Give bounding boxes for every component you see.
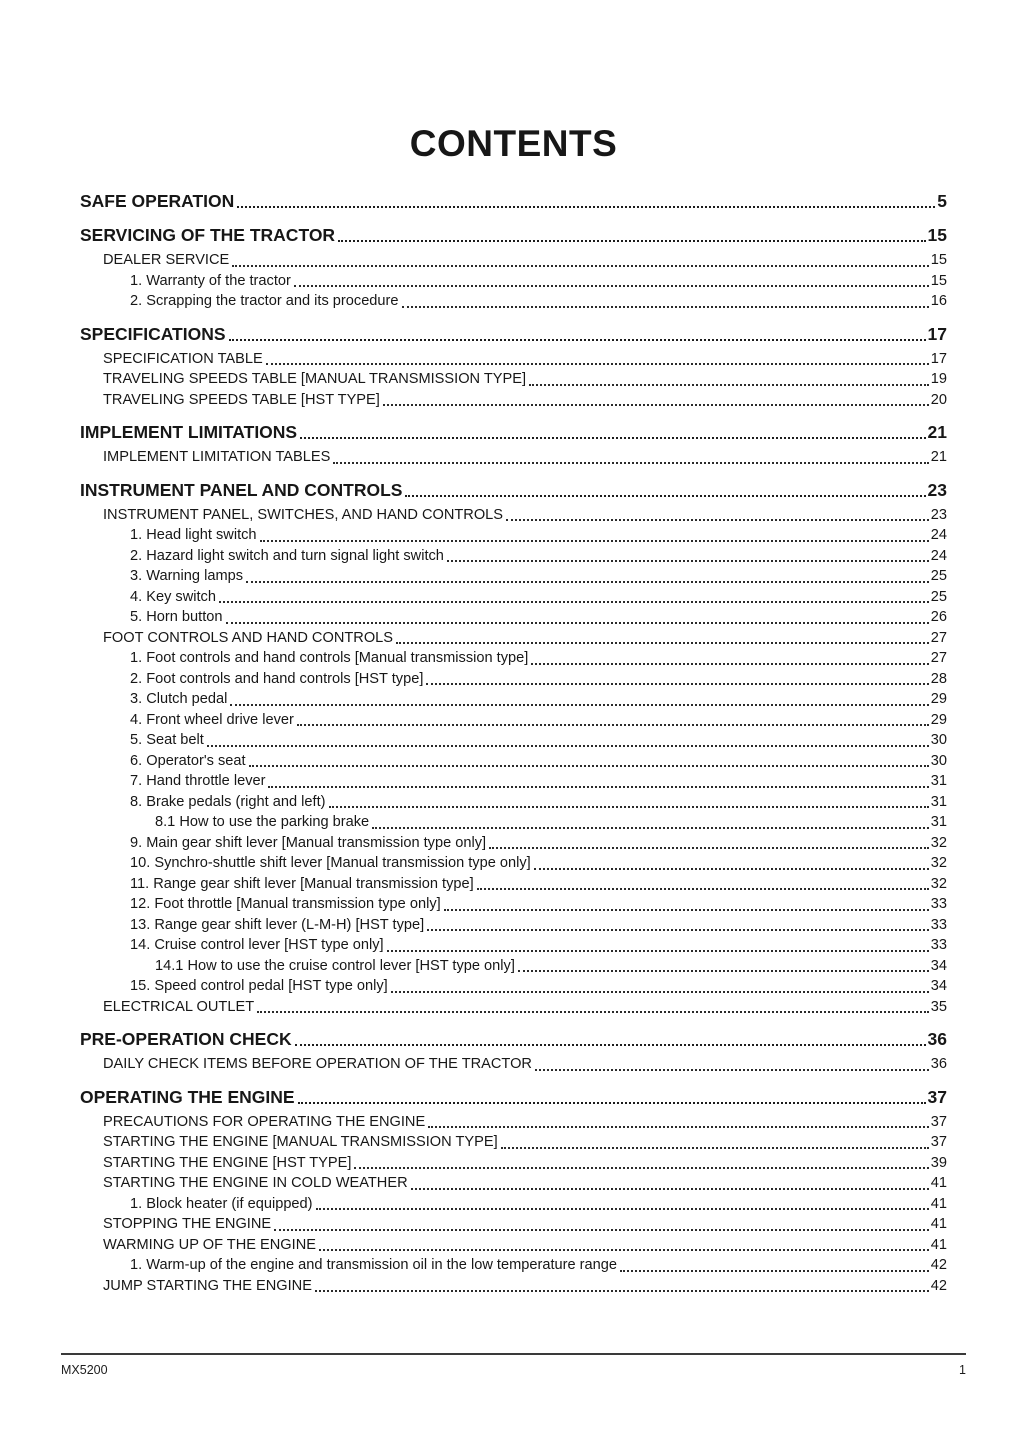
leader-dots (387, 950, 929, 952)
footer-model: MX5200 (61, 1363, 108, 1377)
toc-entry-page: 20 (930, 391, 947, 408)
leader-dots (396, 642, 929, 644)
toc-entry (80, 525, 947, 546)
toc-entry-label: SAFE OPERATION (80, 191, 235, 211)
toc-entry-page: 27 (930, 650, 947, 666)
leader-dots (294, 285, 929, 287)
toc-entry (80, 730, 947, 751)
leader-dots (447, 560, 929, 562)
toc-entry-label: 2. Hazard light switch and turn signal light switch (130, 547, 444, 564)
toc-entry (80, 1112, 947, 1133)
toc-entry-label: STOPPING THE ENGINE (103, 1216, 272, 1232)
toc-entry-page: 34 (930, 978, 947, 994)
toc-entry-label: 4. Key switch (130, 588, 216, 605)
toc-entry (80, 1132, 947, 1153)
toc-entry (80, 271, 947, 292)
toc-entry-page: 31 (930, 793, 947, 810)
toc-entry (80, 566, 947, 587)
toc-entry-page: 16 (930, 293, 947, 309)
leader-dots (411, 1188, 929, 1190)
toc-entry-label: 10. Synchro-shuttle shift lever [Manual transmission type only] (130, 855, 531, 871)
toc-entry-page: 41 (930, 1216, 947, 1232)
leader-dots (300, 437, 925, 439)
toc-entry-label: SPECIFICATIONS (80, 323, 226, 344)
toc-entry-page: 29 (930, 711, 947, 728)
toc-entry (80, 250, 947, 271)
toc-entry-label: 7. Hand throttle lever (130, 773, 266, 789)
toc-entry-label: PRE-OPERATION CHECK (80, 1029, 292, 1049)
toc-entry-label: 1. Block heater (if equipped) (130, 1195, 313, 1212)
toc-entry-label: SPECIFICATION TABLE (103, 350, 263, 367)
toc-entry-page: 21 (927, 422, 947, 442)
toc-entry (80, 546, 947, 567)
toc-entry-label: 11. Range gear shift lever [Manual transmission type] (130, 875, 474, 892)
toc-entry (80, 648, 947, 669)
leader-dots (268, 786, 928, 788)
toc-entry-page: 25 (930, 588, 947, 605)
toc-entry-label: 1. Head light switch (130, 527, 257, 543)
toc-entry-label: SERVICING OF THE TRACTOR (80, 225, 336, 245)
toc-entry (80, 956, 947, 977)
leader-dots (501, 1147, 929, 1149)
toc-entry-label: ELECTRICAL OUTLET (103, 998, 255, 1015)
toc-entry (80, 390, 947, 411)
toc-entry-label: 12. Foot throttle [Manual transmission type only] (130, 896, 441, 912)
toc-entry-label: 1. Warm-up of the engine and transmission oil in the low temperature range (130, 1257, 617, 1273)
toc-entry-page: 32 (930, 875, 947, 892)
leader-dots (428, 1126, 929, 1128)
toc-entry (80, 1214, 947, 1235)
toc-entry (80, 291, 947, 312)
toc-entry-page: 17 (930, 350, 947, 367)
toc-entry (80, 322, 947, 346)
toc-entry-page: 39 (930, 1154, 947, 1171)
page-footer (61, 1353, 966, 1377)
toc-entry-label: IMPLEMENT LIMITATION TABLES (103, 449, 331, 465)
leader-dots (237, 206, 935, 208)
leader-dots (620, 1270, 929, 1272)
toc-entry-page: 37 (927, 1086, 947, 1107)
toc-entry (80, 751, 947, 772)
leader-dots (518, 970, 929, 972)
toc-entry (80, 1235, 947, 1256)
footer-page-number: 1 (959, 1363, 966, 1377)
toc-entry-label: STARTING THE ENGINE IN COLD WEATHER (103, 1175, 408, 1191)
leader-dots (405, 495, 925, 497)
toc-entry (80, 1085, 947, 1109)
toc-entry (80, 976, 947, 997)
toc-entry-page: 24 (930, 527, 947, 543)
leader-dots (383, 404, 929, 406)
toc-entry-label: DAILY CHECK ITEMS BEFORE OPERATION OF THE TRACTOR (103, 1056, 532, 1072)
toc-entry (80, 1255, 947, 1276)
toc-entry (80, 607, 947, 628)
toc-entry (80, 420, 947, 444)
toc-entry-page: 23 (927, 479, 947, 500)
leader-dots (226, 622, 929, 624)
toc-entry (80, 505, 947, 526)
toc-entry-label: 14. Cruise control lever [HST type only] (130, 937, 384, 953)
toc-entry-label: 15. Speed control pedal [HST type only] (130, 978, 388, 994)
toc-entry (80, 915, 947, 936)
leader-dots (298, 1102, 926, 1104)
toc-entry-page: 42 (930, 1257, 947, 1273)
toc-entry-page: 29 (930, 691, 947, 707)
toc-entry-page: 36 (927, 1029, 947, 1049)
toc-entry-page: 35 (930, 998, 947, 1015)
leader-dots (249, 765, 929, 767)
toc-entry-label: 13. Range gear shift lever (L-M-H) [HST type] (130, 916, 425, 933)
toc-entry-label: WARMING UP OF THE ENGINE (103, 1236, 316, 1253)
toc-entry-page: 37 (930, 1113, 947, 1130)
toc-entry (80, 369, 947, 390)
toc-entry-page: 33 (930, 896, 947, 912)
leader-dots (531, 663, 928, 665)
toc-entry-label: 14.1 How to use the cruise control lever [HST type only] (155, 957, 515, 974)
toc-list (80, 189, 947, 1296)
leader-dots (534, 868, 929, 870)
toc-entry-label: INSTRUMENT PANEL AND CONTROLS (80, 479, 403, 500)
leader-dots (266, 363, 929, 365)
toc-entry (80, 997, 947, 1018)
leader-dots (229, 339, 926, 341)
leader-dots (529, 384, 929, 386)
toc-entry-label: DEALER SERVICE (103, 252, 230, 268)
toc-entry (80, 1027, 947, 1051)
toc-entry-page: 33 (930, 916, 947, 933)
leader-dots (219, 601, 929, 603)
toc-entry-page: 25 (930, 568, 947, 584)
toc-entry-label: 1. Warranty of the tractor (130, 272, 291, 289)
toc-entry-label: OPERATING THE ENGINE (80, 1086, 295, 1107)
toc-entry-page: 41 (930, 1236, 947, 1253)
toc-entry-label: INSTRUMENT PANEL, SWITCHES, AND HAND CONTROLS (103, 506, 504, 523)
toc-entry-page: 32 (930, 855, 947, 871)
toc-entry-label: 1. Foot controls and hand controls [Manual transmission type] (130, 650, 529, 666)
page-title: CONTENTS (409, 123, 618, 164)
toc-entry-page: 5 (937, 191, 947, 211)
toc-entry-page: 32 (930, 834, 947, 851)
leader-dots (372, 827, 929, 829)
toc-entry-label: PRECAUTIONS FOR OPERATING THE ENGINE (103, 1113, 426, 1130)
leader-dots (297, 724, 929, 726)
toc-entry (80, 478, 947, 502)
toc-entry-page: 41 (930, 1175, 947, 1191)
toc-entry-label: STARTING THE ENGINE [MANUAL TRANSMISSION TYPE] (103, 1134, 498, 1150)
toc-entry-page: 24 (930, 547, 947, 564)
leader-dots (354, 1167, 928, 1169)
toc-entry-page: 34 (930, 957, 947, 974)
toc-entry-label: 8.1 How to use the parking brake (155, 814, 370, 830)
toc-entry (80, 812, 947, 833)
toc-entry-label: TRAVELING SPEEDS TABLE [HST TYPE] (103, 391, 380, 408)
toc-entry (80, 223, 947, 247)
leader-dots (391, 991, 929, 993)
toc-entry-page: 19 (930, 371, 947, 387)
toc-entry-label: FOOT CONTROLS AND HAND CONTROLS (103, 629, 394, 646)
toc-entry-page: 41 (930, 1195, 947, 1212)
toc-entry-page: 31 (930, 773, 947, 789)
leader-dots (295, 1044, 926, 1046)
toc-entry-page: 33 (930, 937, 947, 953)
leader-dots (477, 888, 929, 890)
toc-entry-label: 6. Operator's seat (130, 752, 246, 769)
toc-entry-page: 21 (930, 449, 947, 465)
toc-entry-label: STARTING THE ENGINE [HST TYPE] (103, 1154, 352, 1171)
toc-entry-label: 5. Seat belt (130, 732, 204, 748)
leader-dots (257, 1011, 929, 1013)
leader-dots (315, 1290, 929, 1292)
leader-dots (207, 745, 929, 747)
toc-entry-page: 42 (930, 1277, 947, 1294)
toc-entry-label: 5. Horn button (130, 609, 223, 625)
leader-dots (230, 704, 928, 706)
leader-dots (426, 683, 928, 685)
toc-entry (80, 894, 947, 915)
toc-entry (80, 853, 947, 874)
toc-entry (80, 447, 947, 468)
leader-dots (274, 1229, 929, 1231)
toc-entry-label: 3. Clutch pedal (130, 691, 228, 707)
leader-dots (402, 306, 929, 308)
toc-entry (80, 1173, 947, 1194)
toc-entry-page: 15 (930, 272, 947, 289)
leader-dots (427, 929, 929, 931)
toc-entry-page: 31 (930, 814, 947, 830)
toc-entry-label: 2. Scrapping the tractor and its procedure (130, 293, 399, 309)
leader-dots (316, 1208, 929, 1210)
toc-entry-page: 17 (927, 323, 947, 344)
leader-dots (333, 462, 928, 464)
toc-entry-label: IMPLEMENT LIMITATIONS (80, 422, 298, 442)
toc-entry (80, 935, 947, 956)
toc-entry (80, 587, 947, 608)
toc-entry (80, 1153, 947, 1174)
toc-entry-page: 27 (930, 629, 947, 646)
toc-entry (80, 1276, 947, 1297)
leader-dots (338, 240, 925, 242)
toc-entry-page: 26 (930, 609, 947, 625)
toc-entry-page: 15 (927, 225, 947, 245)
toc-entry-label: 3. Warning lamps (130, 568, 244, 584)
toc-entry (80, 628, 947, 649)
toc-entry-label: TRAVELING SPEEDS TABLE [MANUAL TRANSMISSION TYPE] (103, 371, 527, 387)
toc-entry (80, 189, 947, 213)
toc-entry-page: 23 (930, 506, 947, 523)
toc-entry (80, 833, 947, 854)
toc-entry (80, 1054, 947, 1075)
toc-entry (80, 689, 947, 710)
leader-dots (246, 581, 929, 583)
toc-entry-page: 30 (930, 752, 947, 769)
leader-dots (506, 519, 929, 521)
toc-entry (80, 710, 947, 731)
leader-dots (489, 847, 929, 849)
leader-dots (444, 909, 929, 911)
toc-entry-label: 8. Brake pedals (right and left) (130, 793, 326, 810)
toc-entry-page: 15 (930, 252, 947, 268)
toc-entry-page: 30 (930, 732, 947, 748)
leader-dots (232, 265, 929, 267)
toc-entry (80, 792, 947, 813)
toc-entry-page: 37 (930, 1134, 947, 1150)
toc-entry (80, 874, 947, 895)
toc-entry-label: 4. Front wheel drive lever (130, 711, 294, 728)
toc-entry-label: JUMP STARTING THE ENGINE (103, 1277, 312, 1294)
toc-entry (80, 349, 947, 370)
toc-entry (80, 1194, 947, 1215)
leader-dots (535, 1069, 929, 1071)
leader-dots (329, 806, 929, 808)
toc-entry (80, 771, 947, 792)
toc-entry (80, 669, 947, 690)
toc-entry-page: 36 (930, 1056, 947, 1072)
toc-entry-label: 2. Foot controls and hand controls [HST type] (130, 670, 424, 687)
toc-entry-label: 9. Main gear shift lever [Manual transmission type only] (130, 834, 487, 851)
leader-dots (319, 1249, 929, 1251)
leader-dots (260, 540, 929, 542)
toc-entry-page: 28 (930, 670, 947, 687)
